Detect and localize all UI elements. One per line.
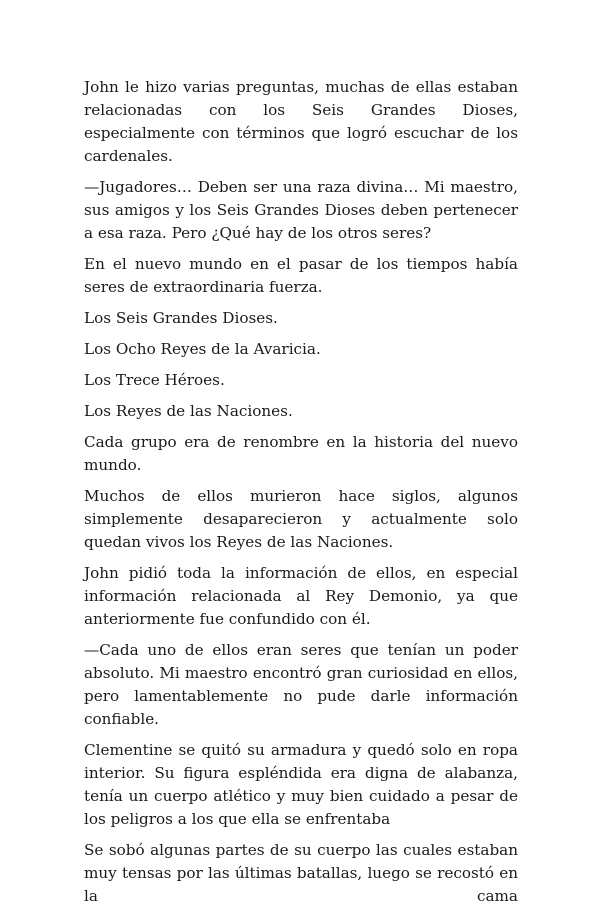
- paragraph-12: Clementine se quitó su armadura y quedó solo en ropa interior. Su figura espléndida era digna de alabanza, tenía un cuerpo atlético y muy bien cuidado a pesar de los peligros a los que ella se enfrentaba: [84, 741, 518, 828]
- text-column: [84, 76, 518, 916]
- paragraph-3: En el nuevo mundo en el pasar de los tiempos había seres de extraordinaria fuerza.: [84, 255, 518, 296]
- paragraph-8: Cada grupo era de renombre en la historia del nuevo mundo.: [84, 433, 518, 474]
- paragraph-5: Los Ocho Reyes de la Avaricia.: [84, 340, 321, 358]
- paragraph-4: Los Seis Grandes Dioses.: [84, 309, 278, 327]
- paragraph-6: Los Trece Héroes.: [84, 371, 225, 389]
- paragraph-9: Muchos de ellos murieron hace siglos, algunos simplemente desaparecieron y actualmente solo quedan vivos los Reyes de las Naciones.: [84, 487, 518, 551]
- paragraph-7: Los Reyes de las Naciones.: [84, 402, 293, 420]
- paragraph-10: John pidió toda la información de ellos, en especial información relacionada al Rey Demonio, ya que anteriormente fue confundido con él.: [84, 564, 518, 628]
- paragraph-1: John le hizo varias preguntas, muchas de ellas estaban relacionadas con los Seis Grandes Dioses, especialmente con términos que logró escuchar de los cardenales.: [84, 78, 518, 165]
- paragraph-13: Se sobó algunas partes de su cuerpo las cuales estaban muy tensas por las últimas batallas, luego se recostó en la cama: [84, 841, 518, 905]
- paragraph-2: —Jugadores… Deben ser una raza divina… Mi maestro, sus amigos y los Seis Grandes Dioses deben pertenecer a esa raza. Pero ¿Qué hay de los otros seres?: [84, 178, 518, 242]
- paragraph-11: —Cada uno de ellos eran seres que tenían un poder absoluto. Mi maestro encontró gran curiosidad en ellos, pero lamentablemente no pude darle información confiable.: [84, 641, 518, 728]
